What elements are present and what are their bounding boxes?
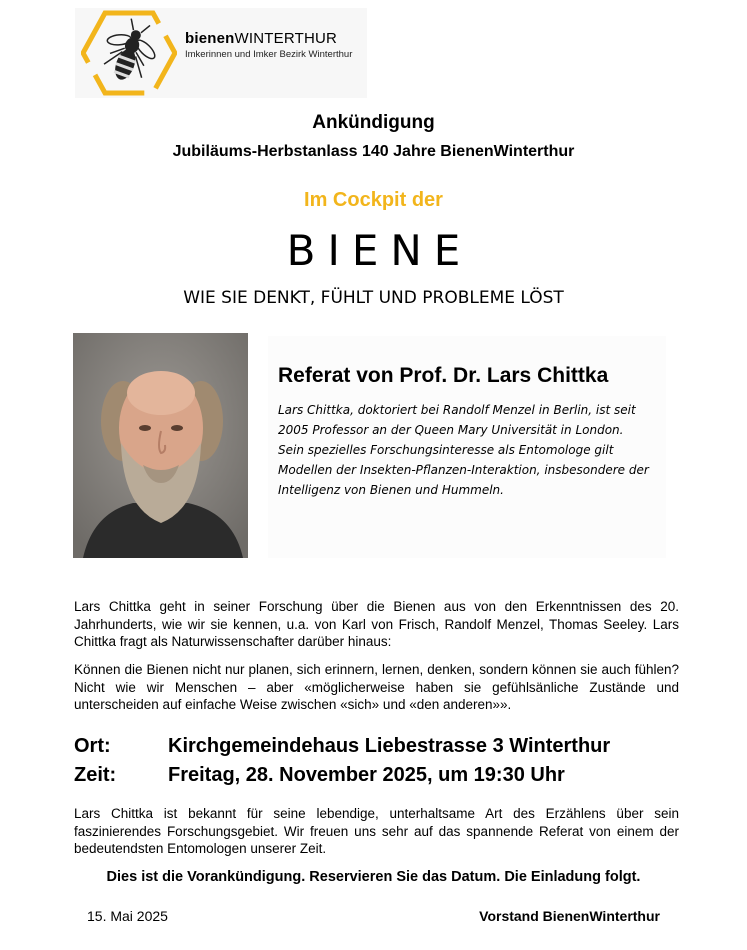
logo-subtitle: Imkerinnen und Imker Bezirk Winterthur [185, 49, 353, 60]
speaker-photo [73, 333, 248, 558]
notice-text: Dies ist die Vorankündigung. Reservieren Sie das Datum. Die Einladung folgt. [106, 869, 641, 885]
title-subtitle: WIE SIE DENKT, FÜHLT UND PROBLEME LÖST [183, 288, 564, 308]
speaker-portrait [73, 333, 248, 558]
title-top: Im Cockpit der [304, 189, 443, 211]
location-label: Ort: [74, 735, 111, 757]
signature: Vorstand BienenWinterthur [479, 908, 660, 924]
bee-hexagon-logo-icon [81, 10, 177, 96]
speaker-card [268, 336, 666, 558]
closing-paragraph: Lars Chittka ist bekannt für seine lebendige, unterhaltsame Art des Erzählens über sein faszinierendes Forschungsgebiet. Wir freuen uns sehr auf das spannende Referat von einem der bedeutendsten Entomologen unserer Zeit. [74, 806, 679, 856]
logo [75, 8, 367, 98]
time-value: Freitag, 28. November 2025, um 19:30 Uhr [168, 764, 565, 786]
document-date: 15. Mai 2025 [87, 908, 168, 924]
location-value: Kirchgemeindehaus Liebestrasse 3 Winterthur [168, 735, 611, 757]
speaker-title: Referat von Prof. Dr. Lars Chittka [278, 364, 609, 387]
logo-name: bienenWINTERTHUR [185, 30, 338, 47]
time-label: Zeit: [74, 764, 117, 786]
announcement-heading: Ankündigung [312, 112, 435, 133]
event-name: Jubiläums-Herbstanlass 140 Jahre BienenWinterthur [172, 143, 575, 160]
question-paragraph: Können die Bienen nicht nur planen, sich erinnern, lernen, denken, sondern können sie auch fühlen? Nicht wie wir Menschen – aber «möglicherweise haben sie gefühlsänliche Zustände und unterscheiden auf einfache Weise zwischen «sich» und «den anderen»». [74, 662, 679, 712]
location-row [74, 735, 610, 758]
speaker-bio: Lars Chittka, doktoriert bei Randolf Menzel in Berlin, ist seit 2005 Professor an der Queen Mary Universität in London. Sein spezielles Forschungsinteresse als Entomologe gilt Modellen der Insekten-Pflanzen-Interaktion, insbesondere der Intelligenz von Bienen und Hummeln. [278, 403, 649, 497]
title-main: BIENE [286, 226, 473, 275]
intro-paragraph: Lars Chittka geht in seiner Forschung über die Bienen aus von den Erkenntnissen des 20. Jahrhunderts, wie wir sie kennen, u.a. von Karl von Frisch, Randolf Menzel, Thomas Seeley. Lars Chittka fragt als Naturwissenschafter darüber hinaus: [74, 599, 679, 649]
time-row [74, 764, 565, 787]
